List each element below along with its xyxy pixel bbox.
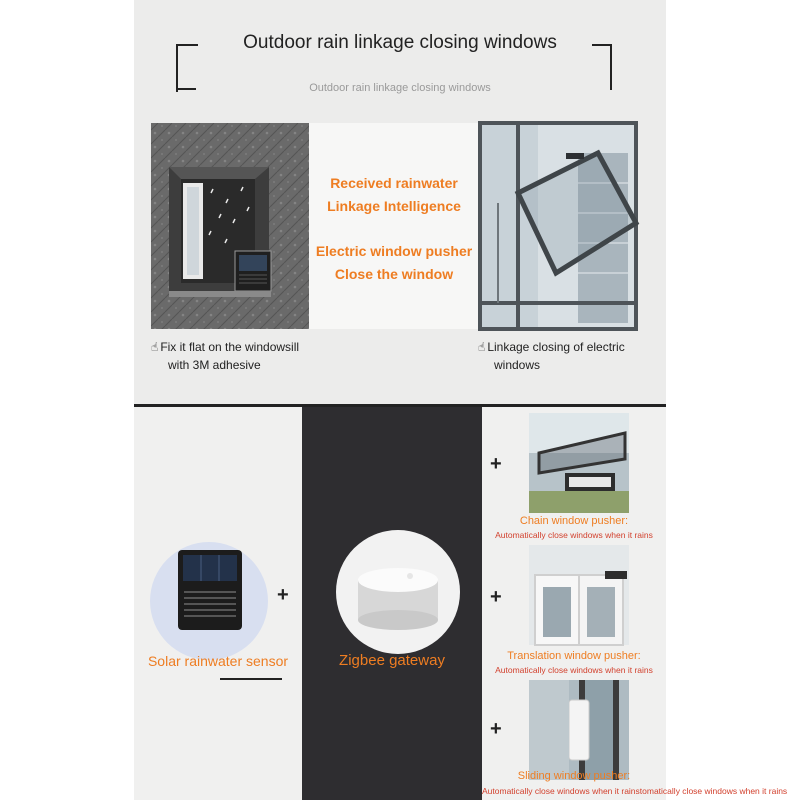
photo-wall-sensor [151, 123, 309, 329]
page-title: Outdoor rain linkage closing windows [134, 32, 666, 54]
translation-pusher-image [529, 545, 629, 645]
sliding-pusher-desc: Automatically close windows when it rainstomatically close windows when it rains [482, 786, 788, 796]
chain-pusher-image [529, 413, 629, 513]
plus-sign: + [277, 584, 289, 606]
text-electric-window-pusher: Electric window pusher [315, 243, 473, 259]
text-linkage-intelligence: Linkage Intelligence [327, 198, 461, 214]
plus-sign: + [490, 453, 502, 475]
text-received-rainwater: Received rainwater [330, 175, 458, 191]
zigbee-gateway-label: Zigbee gateway [339, 652, 445, 669]
sensor-label-underline [220, 678, 282, 680]
zigbee-gateway-image [336, 530, 460, 654]
chain-pusher-desc: Automatically close windows when it rains [495, 530, 653, 540]
translation-pusher-desc: Automatically close windows when it rains [495, 665, 653, 675]
translation-pusher-label: Translation window pusher: [507, 650, 641, 662]
photo-open-window [478, 123, 638, 329]
solar-sensor-label: Solar rainwater sensor [147, 653, 289, 669]
caption-linkage-closing: ☝ Linkage closing of electric windows [478, 340, 625, 372]
sliding-pusher-image [529, 680, 629, 780]
sliding-pusher-label: Sliding window pusher: [517, 770, 631, 782]
solar-sensor-image [150, 542, 268, 660]
chain-pusher-label: Chain window pusher: [519, 515, 629, 527]
plus-sign: + [490, 586, 502, 608]
hand-pointer-icon: ☝ [478, 340, 486, 354]
page-subtitle: Outdoor rain linkage closing windows [309, 82, 491, 94]
caption-fix-windowsill: ☝ Fix it flat on the windowsill with 3M adhesive [151, 340, 300, 372]
plus-sign: + [490, 718, 502, 740]
top-section [134, 0, 666, 404]
text-close-the-window: Close the window [334, 266, 454, 282]
hand-pointer-icon: ☝ [151, 340, 159, 354]
product-infographic [134, 0, 788, 800]
middle-text-panel [309, 123, 478, 329]
